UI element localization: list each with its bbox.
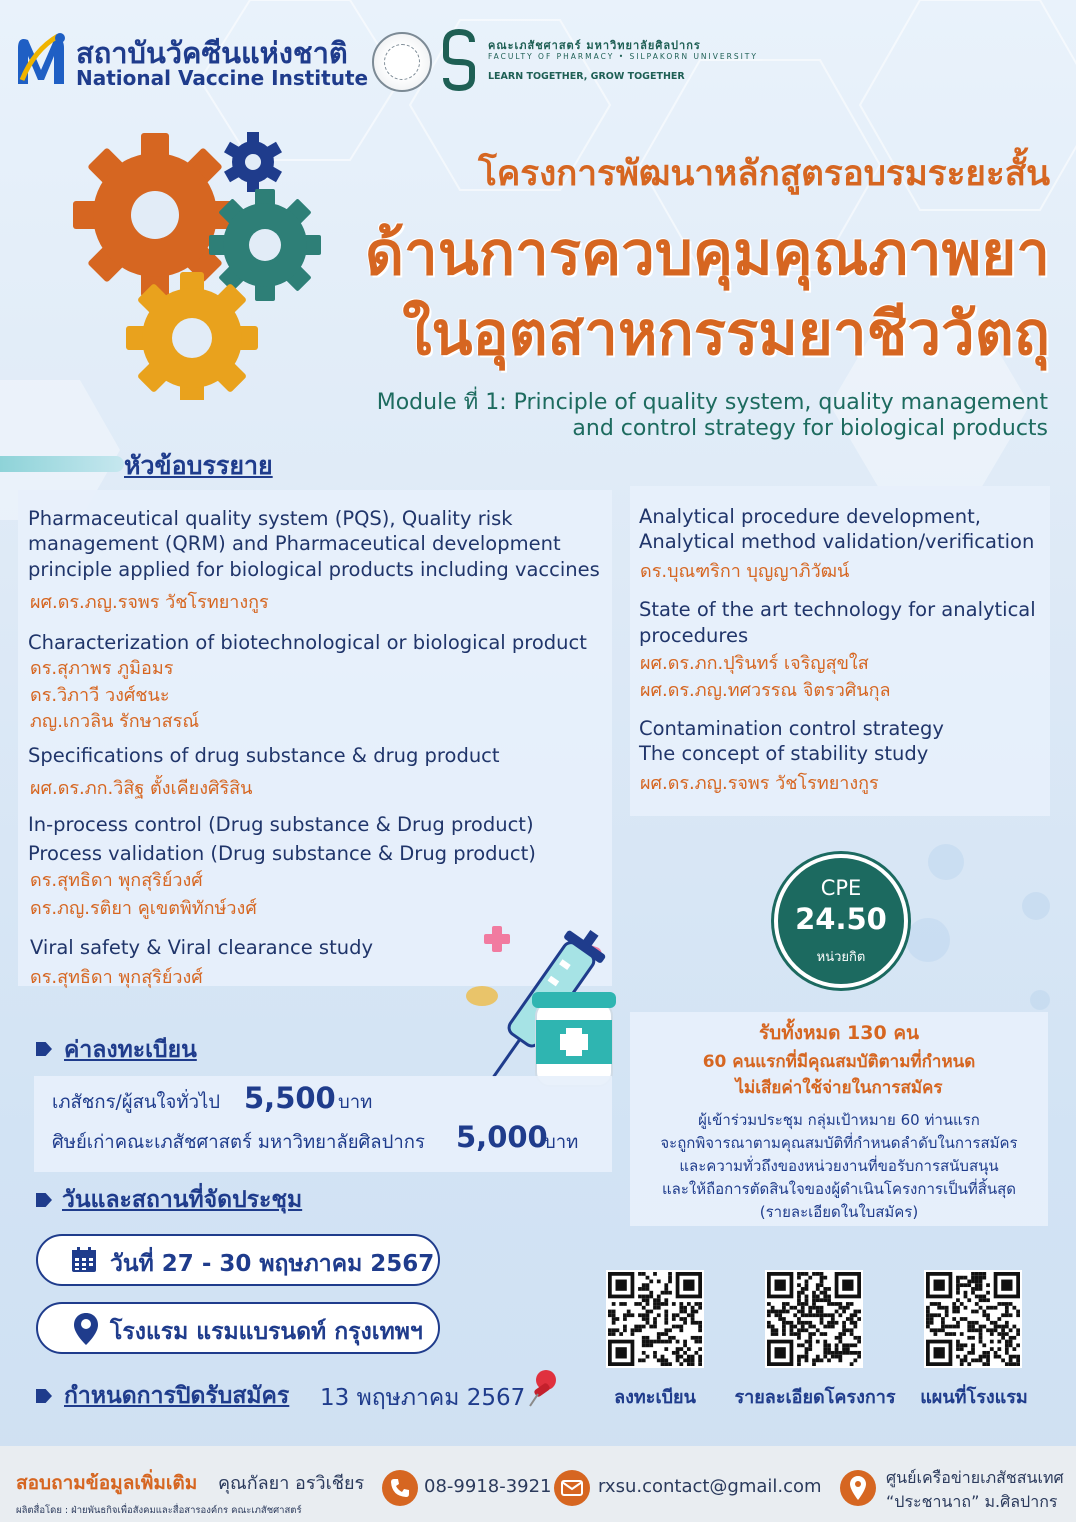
topic-5-line1: Viral safety & Viral clearance study (30, 936, 373, 959)
topic-7-speaker-2: ผศ.ดร.ภญ.ทศวรรณ จิตรวศินกุล (640, 680, 891, 701)
module-title-line1: Module ที่ 1: Principle of quality system, quality management (376, 390, 1048, 415)
main-title-line1: ด้านการควบคุมคุณภาพยา (365, 219, 1050, 289)
capacity-note-1: ผู้เข้าร่วมประชุม กลุ่มเป้าหมาย 60 ท่านแรก (698, 1111, 980, 1129)
registration-heading: ค่าลงทะเบียน (64, 1037, 197, 1063)
deadline-date: 13 พฤษภาคม 2567 (320, 1385, 526, 1411)
capacity-total: รับทั้งหมด 130 คน (758, 1022, 920, 1044)
topic-2-line1: Characterization of biotechnological or biological product (28, 631, 587, 654)
topic-4-line1: In-process control (Drug substance & Drug product) (28, 813, 534, 836)
main-title-line2: ในอุตสาหกรรมยาชีววัตถุ (402, 299, 1050, 369)
topic-1-line3: principle applied for biological products including vaccines (28, 558, 600, 581)
university-seal-icon (372, 32, 432, 92)
qr-label-project-details: รายละเอียดโครงการ (734, 1387, 896, 1408)
topic-6-speaker: ดร.บุณฑริกา บุญญาภิวัฒน์ (640, 561, 850, 582)
footer-credit: ผลิตสื่อโดย : ฝ่ายพันธกิจเพื่อสังคมและสื่อสารองค์กร คณะเภสัชศาสตร์ (16, 1505, 302, 1516)
capacity-first-60: 60 คนแรกที่มีคุณสมบัติตามที่กำหนด (702, 1052, 976, 1072)
footer-center-line2: “ประชานาถ” ม.ศิลปากร (886, 1492, 1058, 1511)
fee-general-label: เภสัชกร/ผู้สนใจทั่วไป (52, 1092, 221, 1113)
teal-gear-icon (209, 189, 321, 301)
footer-center-line1: ศูนย์เครือข่ายเภสัชสนเทศ (886, 1468, 1064, 1487)
location-pin-icon (74, 1313, 98, 1345)
topic-2-speaker-2: ดร.วิภาวี วงศ์ชนะ (30, 685, 170, 706)
pushpin-icon (526, 1368, 558, 1408)
qr-code-icon (767, 1272, 861, 1366)
event-date-pill (36, 1234, 440, 1286)
faculty-tagline: LEARN TOGETHER, GROW TOGETHER (488, 71, 685, 82)
orange-gear-icon (73, 133, 237, 297)
syringe-medicine-illustration (462, 916, 616, 1092)
nvi-logo-icon (14, 30, 68, 88)
qr-label-hotel-map: แผนที่โรงแรม (920, 1387, 1028, 1408)
cpe-label: CPE (820, 876, 862, 900)
venue-heading: วันและสถานที่จัดประชุม (62, 1187, 303, 1213)
topic-1-line1: Pharmaceutical quality system (PQS), Quality risk (28, 507, 513, 530)
topic-1-speaker: ผศ.ดร.ภญ.รจพร วัชโรทยางกูร (30, 592, 269, 613)
capacity-free: ไม่เสียค่าใช้จ่ายในการสมัคร (735, 1078, 943, 1098)
footer-phone[interactable]: 08-9918-3921 (424, 1476, 552, 1497)
project-subtitle: โครงการพัฒนาหลักสูตรอบรมระยะสั้น (478, 154, 1050, 194)
pharmacy-faculty-logo-icon (442, 28, 476, 92)
topics-heading: หัวข้อบรรยาย (124, 451, 273, 480)
event-venue: โรงแรม แรมแบรนดท์ กรุงเทพฯ (110, 1319, 423, 1345)
location-icon (840, 1470, 876, 1506)
gears-illustration (60, 130, 330, 400)
qr-code-icon (608, 1272, 702, 1366)
fee-general-amount: 5,500 (244, 1081, 336, 1115)
capacity-note-4: และให้ถือการตัดสินใจของผู้ดำเนินโครงการเป็นที่สิ้นสุด (661, 1180, 1017, 1198)
event-date: วันที่ 27 - 30 พฤษภาคม 2567 (110, 1251, 435, 1277)
topic-3-speaker: ผศ.ดร.ภก.วิสิฐ ตั้งเคียงศิริสิน (30, 778, 253, 799)
fee-alumni-unit: บาท (544, 1132, 579, 1153)
faculty-name-english: FACULTY OF PHARMACY • SILPAKORN UNIVERSITY (488, 52, 758, 61)
nvi-name-english: National Vaccine Institute (76, 66, 369, 90)
capacity-note-3: และความทั่วถึงของหน่วยงานที่ขอรับการสนับสนุน (679, 1157, 999, 1175)
qr-code-icon (926, 1272, 1020, 1366)
faculty-name-thai: คณะเภสัชศาสตร์ มหาวิทยาลัยศิลปากร (488, 39, 701, 52)
topic-4-line2: Process validation (Drug substance & Drug product) (28, 842, 536, 865)
cpe-value: 24.50 (795, 902, 887, 936)
fee-alumni-amount: 5,000 (456, 1120, 548, 1154)
fee-general-unit: บาท (338, 1092, 373, 1113)
deadline-heading: กำหนดการปิดรับสมัคร (64, 1383, 290, 1409)
venue-arrow-icon (36, 1193, 52, 1207)
qr-label-registration: ลงทะเบียน (614, 1387, 696, 1408)
plus-icon (484, 926, 510, 952)
topic-1-line2: management (QRM) and Pharmaceutical development (28, 532, 561, 555)
topic-2-speaker-3: ภญ.เกวลิน รักษาสรณ์ (30, 711, 200, 732)
topic-3-line1: Specifications of drug substance & drug product (28, 744, 500, 767)
nvi-name-thai: สถาบันวัคซีนแห่งชาติ (76, 36, 348, 70)
topic-7-speaker-1: ผศ.ดร.ภก.ปุรินทร์ เจริญสุขใส (640, 653, 869, 674)
registration-arrow-icon (36, 1042, 52, 1056)
topics-heading-bar (0, 456, 124, 472)
topic-4-speaker-1: ดร.สุทธิดา พุกสุริย์วงศ์ (30, 870, 203, 891)
phone-icon (382, 1470, 418, 1506)
topic-8-line2: The concept of stability study (639, 742, 929, 765)
capacity-note-2: จะถูกพิจารณาตามคุณสมบัติที่กำหนดลำดับในการสมัคร (660, 1134, 1018, 1152)
topic-5-speaker: ดร.สุทธิดา พุกสุริย์วงศ์ (30, 967, 203, 988)
cpe-credit-badge (774, 854, 908, 988)
fee-alumni-label: ศิษย์เก่าคณะเภสัชศาสตร์ มหาวิทยาลัยศิลปากร (52, 1132, 425, 1153)
topic-6-line2: Analytical method validation/verification (639, 530, 1035, 553)
calendar-icon (70, 1246, 98, 1274)
module-title-line2: and control strategy for biological products (572, 416, 1048, 441)
qr-code-hotel-map[interactable] (924, 1270, 1022, 1368)
email-icon (554, 1470, 590, 1506)
qr-code-registration[interactable] (606, 1270, 704, 1368)
topic-7-line2: procedures (639, 624, 749, 647)
topic-7-line1: State of the art technology for analytical (639, 598, 1036, 621)
footer-email[interactable]: rxsu.contact@gmail.com (598, 1476, 822, 1497)
topic-2-speaker-1: ดร.สุภาพร ภูมิอมร (30, 658, 174, 679)
topic-8-speaker: ผศ.ดร.ภญ.รจพร วัชโรทยางกูร (640, 773, 879, 794)
topic-8-line1: Contamination control strategy (639, 717, 944, 740)
yellow-gear-icon (126, 272, 258, 400)
topic-4-speaker-2: ดร.ภญ.รติยา คูเขตพิทักษ์วงศ์ (30, 898, 257, 919)
event-venue-pill (36, 1302, 440, 1354)
capacity-note-5: (รายละเอียดในใบสมัคร) (759, 1203, 919, 1221)
deadline-arrow-icon (36, 1389, 52, 1403)
cpe-unit: หน่วยกิต (816, 950, 866, 965)
topic-6-line1: Analytical procedure development, (639, 505, 981, 528)
footer-contact-name: คุณกัลยา อรวิเชียร (218, 1473, 365, 1494)
qr-code-project-details[interactable] (765, 1270, 863, 1368)
footer-ask-more: สอบถามข้อมูลเพิ่มเติม (16, 1472, 198, 1494)
navy-gear-icon (224, 132, 282, 192)
